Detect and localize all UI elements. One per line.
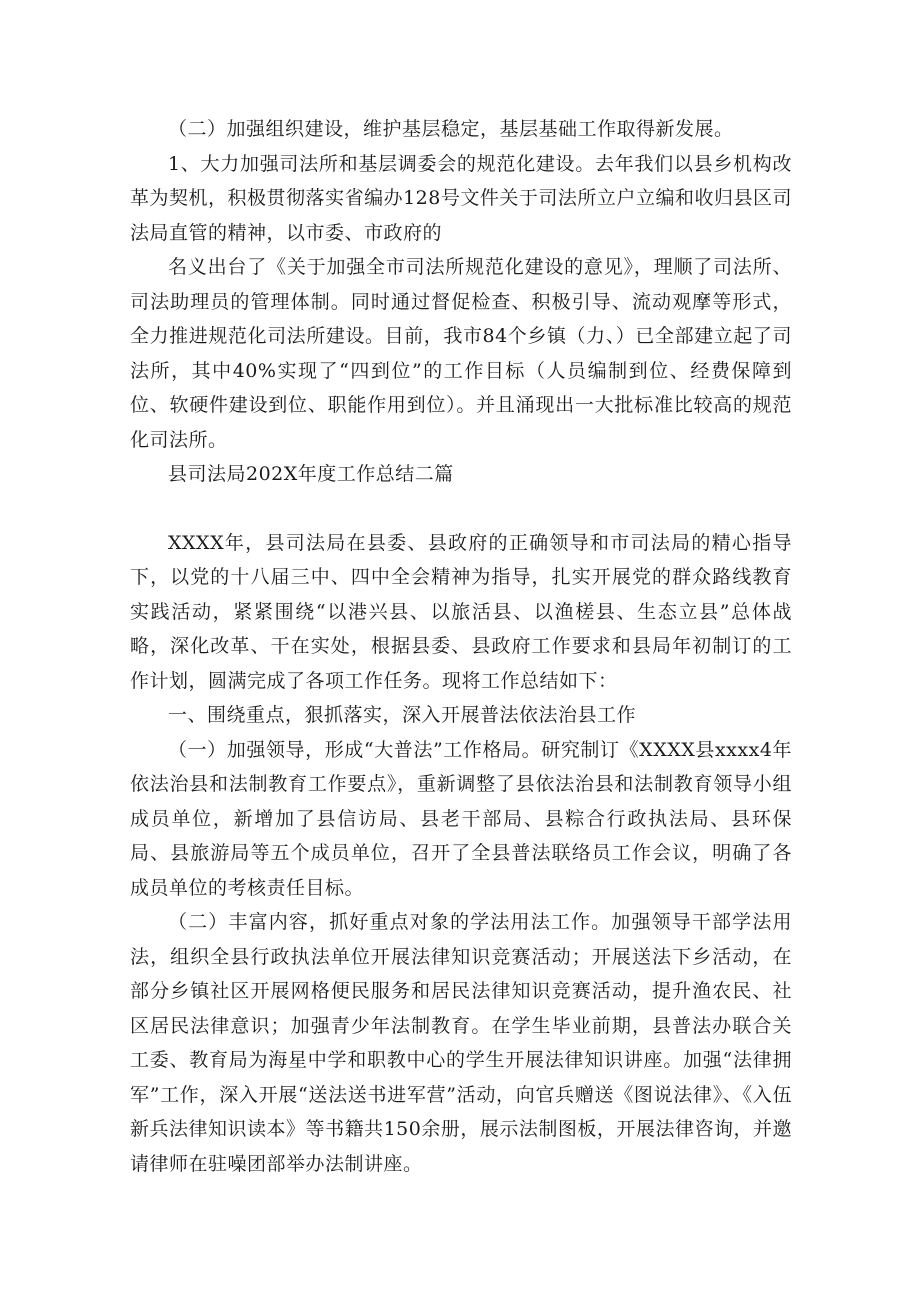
paragraph-standardization-opinion: 名义出台了《关于加强全市司法所规范化建设的意见》，理顺了司法所、司法助理员的管理体制。同时通过督促检查、积极引导、流动观摩等形式，全力推进规范化司法所建设。目前，我市84个乡镇（力、）已全部建立起了司法所，其中40%实现了“四到位”的工作目标（人员编制到位、经费保障到位、软硬件建设到位、职能作用到位）。并且涌现出一大批标准比较高的规范化司法所。: [130, 256, 792, 451]
paragraph-judicial-office-construction: 1、大力加强司法所和基层调委会的规范化建设。去年我们以县乡机构改革为契机，积极贯彻落实省编办128号文件关于司法所立户立编和收归县区司法局直管的精神，以市委、市政府的: [130, 152, 792, 244]
paragraph-enrich-content: （二）丰富内容，抓好重点对象的学法用法工作。加强领导干部学法用法，组织全县行政执法单位开展法律知识竞赛活动；开展送法下乡活动，在部分乡镇社区开展网格便民服务和居民法律知识竞赛活动，提升渔农民、社区居民法律意识；加强青少年法制教育。在学生毕业前期，县普法办联合关工委、教育局为海星中学和职教中心的学生开展法律知识讲座。加强“法律拥军”工作，深入开展“送法送书进军营”活动，向官兵赠送《图说法律》、《入伍新兵法律知识读本》等书籍共150余册，展示法制图板，开展法律咨询，并邀请律师在驻噪团部举办法制讲座。: [130, 911, 792, 1175]
document-body: [130, 112, 792, 1181]
blank-line: [130, 492, 792, 526]
document-subtitle: 县司法局202X年度工作总结二篇: [168, 463, 454, 485]
section-heading-legal-education: 一、围绕重点，狠抓落实，深入开展普法依法治县工作: [168, 704, 637, 726]
paragraph-strengthen-leadership: （一）加强领导，形成“大普法”工作格局。研究制订《XXXX县xxxx4年依法治县和法制教育工作要点》，重新调整了县依法治县和法制教育领导小组成员单位，新增加了县信访局、县老干部局、县粽合行政执法局、县环保局、县旅游局等五个成员单位，召开了全县普法联络员工作会议，明确了各成员单位的考核责任目标。: [130, 738, 792, 899]
section-heading-organization: （二）加强组织建设，维护基层稳定，基层基础工作取得新发展。: [168, 118, 734, 140]
paragraph-annual-summary-intro: XXXX年，县司法局在县委、县政府的正确领导和市司法局的精心指导下，以党的十八届三中、四中全会精神为指导，扎实开展党的群众路线教育实践活动，紧紧围绕“以港兴县、以旅活县、以渔槎县、生态立县”总体战略，深化改革、干在实处，根据县委、县政府工作要求和县局年初制订的工作计划，圆满完成了各项工作任务。现将工作总结如下：: [130, 531, 792, 692]
